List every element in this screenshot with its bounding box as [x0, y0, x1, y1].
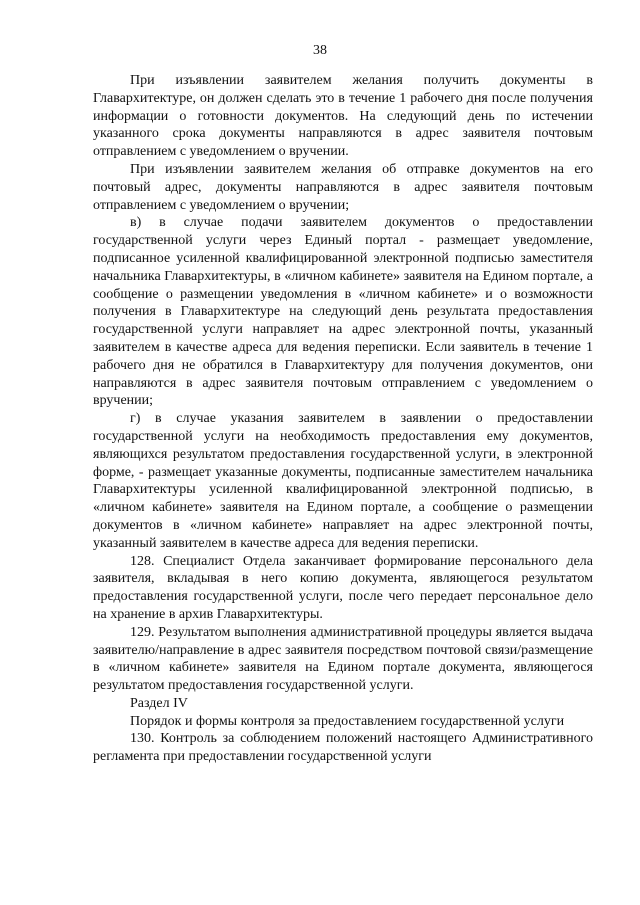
paragraph-item-v-unified-portal: в) в случае подачи заявителем документов о предоставлении государственной услуги через Единый портал - размещает уведомление, подписанное усиленной квалифицированной электронной подписью заместителя начальника Главархитектуры, в «личном кабинете» заявителя на Едином портале, а сообщение о размещении уведомления в «личном кабинете» и о возможности получения в Главархитектуре на следующий день результата предоставления государственной услуги направляет на адрес электронной почты, указанный заявителем в качестве адреса для ведения переписки. Если заявитель в течение 1 рабочего дня не обратился в Главархитектуру для получения документов, они направляются в адрес заявителя почтовым отправлением с уведомлением о вручении;: [93, 215, 593, 409]
page-number: 38: [313, 43, 327, 58]
document-body: [93, 72, 593, 766]
paragraph-130: 130. Контроль за соблюдением положений настоящего Административного регламента при предоставлении государственной услуги: [93, 731, 593, 765]
section-subheading: Порядок и формы контроля за предоставлением государственной услуги: [130, 713, 565, 729]
paragraph-128: 128. Специалист Отдела заканчивает формирование персонального дела заявителя, вкладывая в него копию документа, являющегося результатом предоставления государственной услуги, после чего передает персональное дело на хранение в архив Главархитектуры.: [93, 553, 593, 622]
paragraph-postal-delivery: При изъявлении заявителем желания об отправке документов на его почтовый адрес, документы направляются в адрес заявителя почтовым отправлением с уведомлением о вручении;: [93, 161, 593, 213]
paragraph-pickup-in-person: При изъявлении заявителем желания получить документы в Главархитектуре, он должен сделать это в течение 1 рабочего дня после получения информации о готовности документов. На следующий день по истечении указанного срока документы направляются в адрес заявителя почтовым отправлением с уведомлением о вручении.: [93, 73, 593, 160]
paragraph-item-g-electronic-form: г) в случае указания заявителем в заявлении о предоставлении государственной услуги на необходимость предоставления ему документов, являющихся результатом предоставления государственной услуги, в электронной форме, - размещает указанные документы, подписанные заместителем начальника Главархитектуры усиленной квалифицированной электронной подписью, в «личном кабинете» заявителя на Едином портале, а сообщение о размещении документов в «личном кабинете» направляет на адрес электронной почты, указанный заявителем в качестве адреса для ведения переписки.: [93, 411, 593, 551]
paragraph-129: 129. Результатом выполнения административной процедуры является выдача заявителю/направление в адрес заявителя посредством почтовой связи/размещение в «личном кабинете» заявителя на Едином портале документа, являющегося результатом предоставления государственной услуги.: [93, 624, 593, 694]
section-heading: Раздел IV: [130, 695, 188, 711]
